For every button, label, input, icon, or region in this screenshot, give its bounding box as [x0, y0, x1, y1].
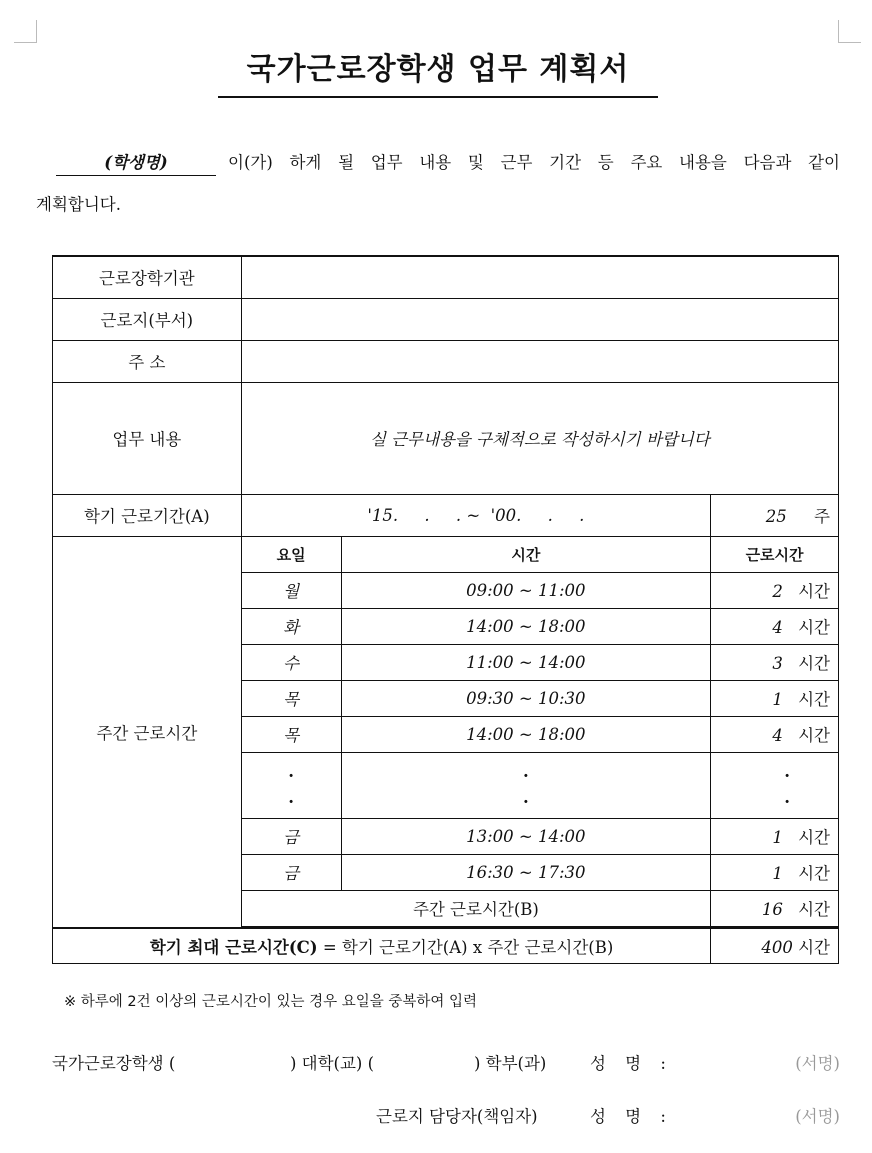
org-value-field[interactable] — [241, 256, 838, 298]
semester-weeks-cell[interactable] — [711, 494, 839, 536]
col-header-time: 시간 — [341, 536, 711, 572]
ellipsis-hours: . . — [711, 752, 839, 818]
semester-period-label: 학기 근로기간(A) — [53, 494, 242, 536]
schedule-hours[interactable]: 3 시간 — [711, 644, 839, 680]
col-header-hours: 근로시간 — [711, 536, 839, 572]
schedule-day[interactable]: 금 — [241, 854, 341, 890]
duty-value-field[interactable]: 실 근무내용을 구체적으로 작성하시기 바랍니다 — [241, 382, 838, 494]
intro-paragraph — [36, 140, 840, 228]
address-value-field[interactable] — [241, 340, 838, 382]
weeks-unit: 주 — [814, 507, 830, 526]
row-duty — [53, 382, 839, 494]
supervisor-seal[interactable]: (서명) — [795, 1107, 840, 1126]
student-seal[interactable]: (서명) — [795, 1054, 840, 1073]
schedule-day[interactable]: 수 — [241, 644, 341, 680]
schedule-hours[interactable]: 1 시간 — [711, 680, 839, 716]
row-org — [53, 256, 839, 298]
student-prefix: 국가근로장학생 ( — [52, 1054, 176, 1073]
row-address — [53, 340, 839, 382]
weekly-hours-label: 주간 근로시간 — [53, 536, 242, 928]
workplace-value-field[interactable] — [241, 298, 838, 340]
ellipsis-day: . . — [241, 752, 341, 818]
schedule-time[interactable]: 09:00 ~ 11:00 — [341, 572, 711, 608]
ellipsis-time: . . — [341, 752, 711, 818]
schedule-hours[interactable]: 2 시간 — [711, 572, 839, 608]
semester-weeks-value: 25 — [765, 507, 787, 526]
schedule-day[interactable]: 월 — [241, 572, 341, 608]
address-label: 주 소 — [53, 340, 242, 382]
schedule-time[interactable]: 11:00 ~ 14:00 — [341, 644, 711, 680]
org-label: 근로장학기관 — [53, 256, 242, 298]
student-signature-line — [52, 1050, 840, 1080]
schedule-time[interactable]: 14:00 ~ 18:00 — [341, 716, 711, 752]
row-semester-period — [53, 494, 839, 536]
max-hours-formula: 학기 최대 근로시간(C) = 학기 근로기간(A) x 주간 근로시간(B) — [53, 928, 711, 964]
weekly-total-label: 주간 근로시간(B) — [241, 890, 710, 926]
dept-suffix: ) 학부(과) — [474, 1054, 547, 1073]
semester-period-field[interactable]: '15. . . ~ '00. . . — [241, 494, 710, 536]
max-hours-value[interactable]: 400 시간 — [711, 928, 839, 964]
corner-mark-right — [838, 20, 861, 43]
student-name-label: 성 명 : — [590, 1054, 666, 1073]
page-title: 국가근로장학생 업무 계획서 — [218, 46, 658, 98]
workplace-label: 근로지(부서) — [53, 298, 242, 340]
schedule-time[interactable]: 14:00 ~ 18:00 — [341, 608, 711, 644]
schedule-hours[interactable]: 1 시간 — [711, 818, 839, 854]
intro-text-line1: 이(가) 하게 될 업무 내용 및 근무 기간 등 주요 내용을 다음과 같이 — [228, 153, 840, 172]
supervisor-label: 근로지 담당자(책임자) — [376, 1107, 538, 1126]
schedule-day[interactable]: 화 — [241, 608, 341, 644]
schedule-day[interactable]: 목 — [241, 680, 341, 716]
row-weekly-header — [53, 536, 839, 572]
schedule-time[interactable]: 09:30 ~ 10:30 — [341, 680, 711, 716]
supervisor-name-label: 성 명 : — [590, 1107, 666, 1126]
schedule-hours[interactable]: 4 시간 — [711, 716, 839, 752]
weekly-total-value[interactable]: 16 시간 — [711, 890, 839, 926]
intro-text-line2: 계획합니다. — [36, 195, 121, 214]
supervisor-signature-line — [52, 1103, 840, 1133]
schedule-hours[interactable]: 4 시간 — [711, 608, 839, 644]
schedule-day[interactable]: 목 — [241, 716, 341, 752]
schedule-day[interactable]: 금 — [241, 818, 341, 854]
schedule-hours[interactable]: 1 시간 — [711, 854, 839, 890]
footnote: ※ 하루에 2건 이상의 근로시간이 있는 경우 요일을 중복하여 입력 — [64, 994, 478, 1010]
student-name-field[interactable]: (학생명) — [56, 151, 216, 176]
duty-label: 업무 내용 — [53, 382, 242, 494]
col-header-day: 요일 — [241, 536, 341, 572]
univ-suffix: ) 대학(교) ( — [290, 1054, 375, 1073]
row-workplace — [53, 298, 839, 340]
schedule-time[interactable]: 16:30 ~ 17:30 — [341, 854, 711, 890]
corner-mark-left — [14, 20, 37, 43]
schedule-time[interactable]: 13:00 ~ 14:00 — [341, 818, 711, 854]
row-max-hours — [53, 928, 839, 964]
work-plan-table — [52, 255, 839, 964]
